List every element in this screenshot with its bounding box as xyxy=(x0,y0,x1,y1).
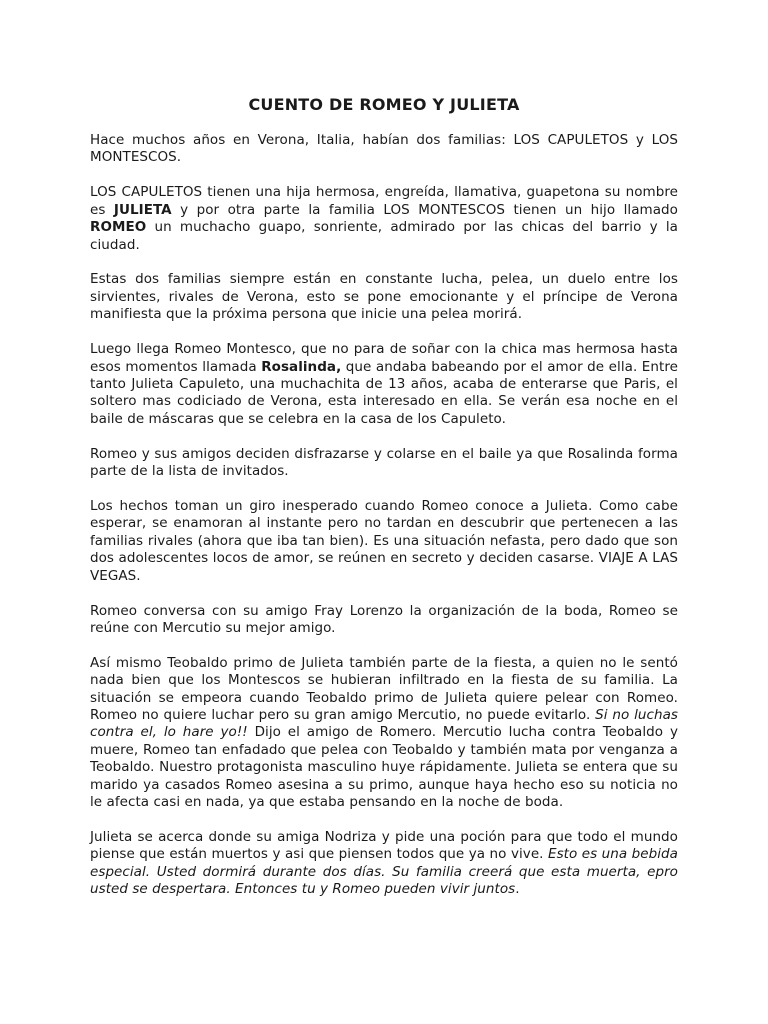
paragraph-text: Romeo conversa con su amigo Fray Lorenzo la organización de la boda, Romeo se reúne con Mercutio su mejor amigo. xyxy=(90,602,678,636)
paragraph-4 xyxy=(90,341,678,428)
paragraph-text: Romeo y sus amigos deciden disfrazarse y colarse en el baile ya que Rosalinda forma parte de la lista de invitados. xyxy=(90,445,678,480)
paragraph-3 xyxy=(90,271,678,323)
paragraph-text: un muchacho guapo, sonriente, admirado por las chicas del barrio y la ciudad. xyxy=(90,219,678,253)
paragraph-8 xyxy=(90,655,678,812)
paragraph-text: Así mismo Teobaldo primo de Julieta también parte de la fiesta, a quien no le sentó nada bien que los Montescos se hubieran infiltrado en la fiesta de su familia. La situación se empeora cuando Teobaldo primo de Julieta quiere pelear con Romeo. Romeo no quiere luchar pero su gran amigo Mercutio, no puede evitarlo. xyxy=(90,654,678,724)
paragraph-text: Estas dos familias siempre están en constante lucha, pelea, un duelo entre los sirvientes, rivales de Verona, esto se pone emocionante y el príncipe de Verona manifiesta que la próxima persona que inicie una pelea morirá. xyxy=(90,271,678,323)
paragraph-5 xyxy=(90,446,678,481)
italic-quote: Esto es una bebida especial. Usted dormirá durante dos días. Su familia creerá que esta muerta, epro usted se despertara. Entonces tu y Romeo pueden vivir juntos xyxy=(90,846,678,898)
paragraph-2 xyxy=(90,184,678,254)
paragraph-7 xyxy=(90,603,678,638)
bold-name-julieta: JULIETA xyxy=(113,201,172,218)
paragraph-text: y por otra parte la familia LOS MONTESCOS tienen un hijo llamado xyxy=(171,201,678,218)
paragraph-text: Julieta se acerca donde su amiga Nodriza y pide una poción para que todo el mundo piense que están muertos y asi que piensen todos que ya no vive. xyxy=(90,829,678,863)
paragraph-text: Los hechos toman un giro inesperado cuando Romeo conoce a Julieta. Como cabe esperar, se enamoran al instante pero no tardan en descubrir que pertenecen a las familias rivales (ahora que iba tan bien). Es una situación nefasta, pero dado que son dos adolescentes locos de amor, se reúnen en secreto y deciden casarse. VIAJE A LAS VEGAS. xyxy=(90,498,678,584)
paragraph-9 xyxy=(90,829,678,899)
italic-quote: Si no luchas contra el, lo hare yo!! xyxy=(90,707,678,741)
bold-name-rosalinda: Rosalinda, xyxy=(261,358,342,375)
paragraph-1 xyxy=(90,132,678,167)
paragraph-text: Hace muchos años en Verona, Italia, habían dos familias: LOS CAPULETOS y LOS MONTESCOS. xyxy=(90,132,678,166)
document-title: CUENTO DE ROMEO Y JULIETA xyxy=(248,95,520,114)
bold-name-romeo: ROMEO xyxy=(90,219,147,236)
paragraph-text: . xyxy=(515,881,520,898)
paragraph-text: Dijo el amigo de Romero. Mercutio lucha contra Teobaldo y muere, Romeo tan enfadado que pelea con Teobaldo y también mata por venganza a Teobaldo. Nuestro protagonista masculino huye rápidamente. Julieta se entera que su marido ya casados Romeo asesina a su primo, aunque haya hecho eso su noticia no le afecta casi en nada, ya que estaba pensando en la noche de boda. xyxy=(90,724,678,811)
paragraph-text: Luego llega Romeo Montesco, que no para de soñar con la chica mas hermosa hasta esos momentos llamada xyxy=(90,341,678,375)
paragraph-text: LOS CAPULETOS tienen una hija hermosa, engreída, llamativa, guapetona su nombre es xyxy=(90,184,678,218)
paragraph-text: que andaba babeando por el amor de ella. Entre tanto Julieta Capuleto, una muchachita de 13 años, acaba de enterarse que Paris, el soltero mas codiciado de Verona, esta interesado en ella. Se verán esa noche en el baile de máscaras que se celebra en la casa de los Capuleto. xyxy=(90,358,678,427)
document-page xyxy=(90,95,678,916)
paragraph-6 xyxy=(90,498,678,585)
